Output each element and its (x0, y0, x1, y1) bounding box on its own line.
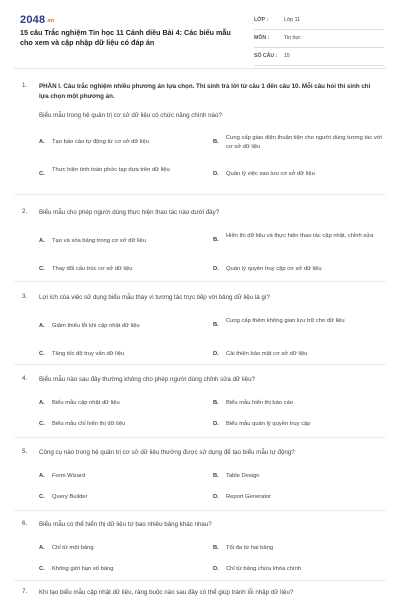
option-text: Biểu mẫu cập nhật dữ liệu (52, 400, 120, 406)
option-text: Không giới hạn số bảng (52, 566, 114, 572)
question-separator (14, 281, 386, 282)
option-text: Giảm thiểu lỗi khi cập nhật dữ liệu (52, 323, 140, 329)
option-text: Biểu mẫu chỉ hiển thị dữ liệu (52, 421, 126, 427)
option-letter: B. (213, 237, 219, 243)
option-text: Report Generator (226, 494, 272, 500)
page-header (0, 0, 400, 68)
question-separator (14, 194, 386, 195)
option-letter: B. (213, 545, 219, 551)
option-letter: D. (213, 421, 219, 427)
logo-sub: .vn (46, 18, 55, 24)
question-text: Biểu mẫu có thể hiển thị dữ liệu từ bao nhiêu bảng khác nhau? (39, 521, 212, 528)
option-text: Biểu mẫu hiển thị báo cáo (226, 400, 294, 406)
meta-panel (254, 12, 384, 66)
option-text: Query Builder (52, 494, 88, 500)
option-text: Tối đa từ hai bảng (226, 545, 274, 551)
page-title: 15 câu Trắc nghiệm Tin học 11 Cánh diều Bài 4: Các biểu mẫu cho xem và cập nhập dữ liệu có đáp án (20, 28, 231, 47)
option-letter: D. (213, 494, 219, 500)
option-letter: B. (213, 139, 219, 145)
meta-label: MÔN : (254, 35, 270, 41)
option-text: Cải thiện bảo mật cơ sở dữ liệu (226, 351, 308, 357)
logo-main: 2048 (20, 14, 46, 26)
meta-value: 15 (284, 53, 290, 59)
option-letter: A. (39, 400, 45, 406)
question-text: Khi tạo biểu mẫu cập nhật dữ liệu, ràng buộc nào sau đây có thể giúp tránh lỗi nhập dữ liệu? (39, 589, 294, 596)
question-text: Biểu mẫu trong hệ quản trị cơ sở dữ liệu có chức năng chính nào? (39, 112, 222, 119)
question-number: 5. (22, 448, 28, 455)
question-separator (14, 364, 386, 365)
option-letter: D. (213, 171, 219, 177)
question-text: Biểu mẫu cho phép người dùng thực hiện thao tác nào dưới đây? (39, 209, 220, 216)
option-letter: D. (213, 266, 219, 272)
option-letter: C. (39, 266, 45, 272)
meta-value: Tin học (284, 35, 301, 41)
option-text: Tạo báo cáo tự động từ cơ sở dữ liệu (52, 139, 149, 145)
option-letter: B. (213, 322, 219, 328)
option-text: Chỉ từ một bảng (52, 545, 94, 551)
option-letter: B. (213, 400, 219, 406)
question-number: 3. (22, 293, 28, 300)
option-letter: C. (39, 566, 45, 572)
section-instructions: PHẦN I. Câu trắc nghiệm nhiều phương án lựa chọn. Thí sinh trả lời từ câu 1 đến câu 10. Mỗi câu hỏi thí sinh chỉ lựa chọn một phương án. (39, 83, 371, 100)
question-separator (14, 510, 386, 511)
option-text: Tạo và xóa bảng trong cơ sở dữ liệu (52, 238, 146, 244)
meta-row-class (254, 12, 384, 30)
question-text: Công cụ nào trong hệ quản trị cơ sở dữ liệu thường được sử dụng để tạo biểu mẫu tự động? (39, 449, 295, 456)
meta-label: LỚP : (254, 17, 269, 23)
site-logo[interactable] (20, 14, 54, 26)
meta-label: SỐ CÂU : (254, 53, 278, 59)
question-number: 4. (22, 375, 28, 382)
option-letter: C. (39, 494, 45, 500)
option-text: Hiển thị dữ liệu và thực hiện thao tác cập nhật, chỉnh sửa (226, 233, 374, 239)
question-number: 7. (22, 588, 28, 595)
option-letter: A. (39, 545, 45, 551)
question-text: Lợi ích của việc sử dụng biểu mẫu thay vì tương tác trực tiếp với bảng dữ liệu là gì? (39, 294, 270, 301)
option-text: Quản lý quyền truy cập cơ sở dữ liệu (226, 266, 322, 272)
option-letter: C. (39, 351, 45, 357)
meta-value: Lớp 11 (284, 17, 300, 23)
question-text: Biểu mẫu nào sau đây thường không cho phép người dùng chỉnh sửa dữ liệu? (39, 376, 255, 383)
option-text: Thay đổi cấu trúc cơ sở dữ liệu (52, 266, 133, 272)
option-text: Quản lý việc sao lưu cơ sở dữ liệu (226, 171, 315, 177)
option-letter: A. (39, 139, 45, 145)
question-separator (14, 580, 386, 581)
option-text: Thực hiện tính toán phức tạp dựa trên dữ liệu (52, 167, 170, 173)
option-letter: B. (213, 473, 219, 479)
option-letter: A. (39, 238, 45, 244)
option-text: Tăng tốc độ truy vấn dữ liệu (52, 351, 125, 357)
option-text: Chỉ từ bảng chứa khóa chính (226, 566, 302, 572)
option-letter: D. (213, 351, 219, 357)
question-number: 2. (22, 208, 28, 215)
option-letter: C. (39, 421, 45, 427)
question-number: 6. (22, 520, 28, 527)
meta-row-count (254, 48, 384, 66)
meta-row-subject (254, 30, 384, 48)
option-letter: C. (39, 171, 45, 177)
option-text: Cung cấp giao diện thuận tiện cho người dùng tương tác với cơ sở dữ liệu (226, 135, 382, 150)
option-text: Form Wizard (52, 473, 86, 479)
option-text: Biểu mẫu quản lý quyền truy cập (226, 421, 311, 427)
option-letter: A. (39, 323, 45, 329)
question-list (0, 68, 400, 600)
question-number: 1. (22, 82, 28, 89)
option-text: Cung cấp thêm không gian lưu trữ cho dữ liệu (226, 318, 345, 324)
option-letter: D. (213, 566, 219, 572)
option-text: Table Design (226, 473, 260, 479)
option-letter: A. (39, 473, 45, 479)
question-separator (14, 437, 386, 438)
